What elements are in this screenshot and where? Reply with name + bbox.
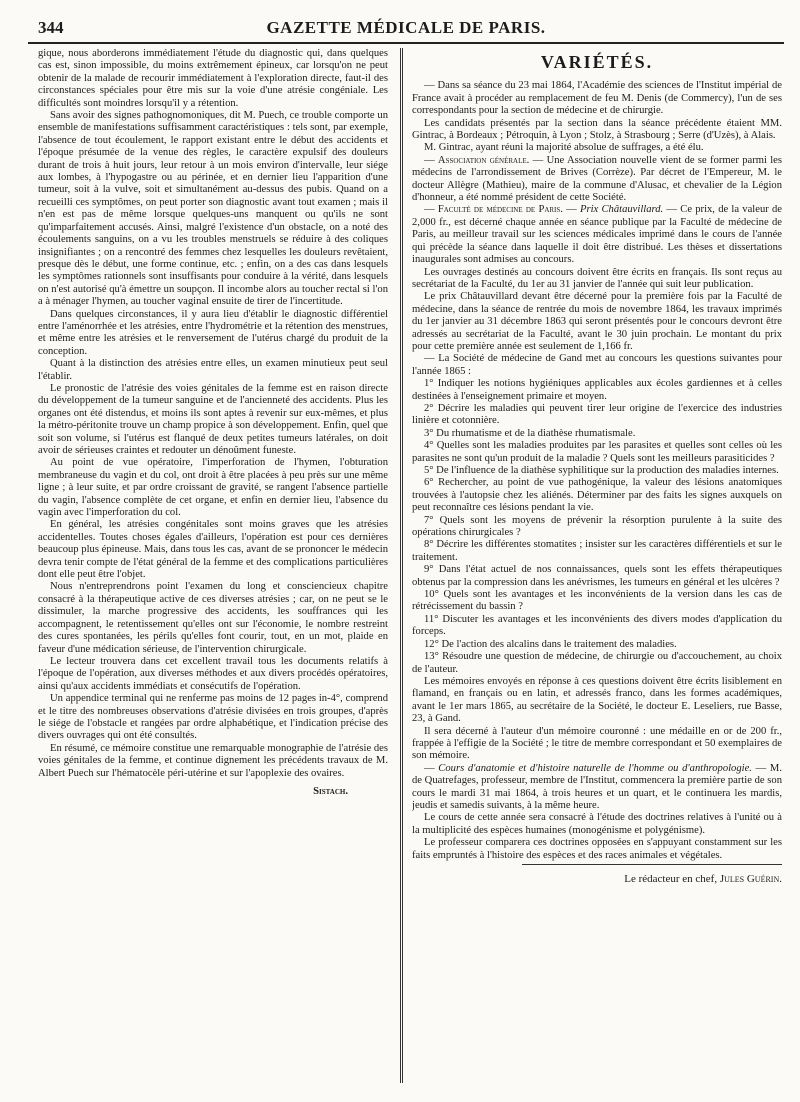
cours-text: — M. de Quatrefages, professeur, membre de l'Institut, commencera la première partie de son cours le mardi 31 mai 1864, à trois heures et un quart, et le continuera les mardis, jeudis et samedis suivants, à la même heure. bbox=[412, 762, 782, 811]
paragraph: Nous n'entreprendrons point l'examen du long et consciencieux chapitre consacré à la thérapeutique active de ces diverses atrésies ; car, on ne peut se le dissimuler, la marche progressive des accidents, les souffrances qui les accompagnent, le retentissement qu'elles ont sur l'économie, le nombre restreint des cures spontanées, les périls qu'elles font courir, tout, en un mot, plaide en faveur d'une médication sérieuse, de l'intervention chirurgicale. bbox=[38, 581, 388, 655]
paragraph: Un appendice terminal qui ne renferme pas moins de 12 pages in-4°, comprend et le titre des nombreuses observations d'atrésie divisées en trois groupes, d'après le siége de l'obstacle et rangées par ordre alphabétique, et l'indication précise des divers ouvrages qui ont été consultés. bbox=[38, 693, 388, 742]
right-column bbox=[412, 48, 782, 1088]
editor-name: Jules Guérin. bbox=[719, 873, 782, 885]
column-divider bbox=[400, 48, 403, 1083]
paragraph: Les mémoires envoyés en réponse à ces questions doivent être écrits lisiblement en flamand, en français ou en latin, et adressés franco, dans les formes académiques, avant le 1er mars 1865, au secrétaire de la Société, le docteur E. Leseliers, rue Basse, 23, à Gand. bbox=[412, 675, 782, 725]
author-signature: Sistach. bbox=[313, 785, 348, 797]
association-text: — Une Association nouvelle vient de se former parmi les médecins de l'arrondissement de Brives (Corrèze). Par décret de l'Empereur, M. le docteur Allègre (Mathieu), maire de la commune d'Alusac, et chevalier de la Légion d'honneur, a été nommé président de cette Société. bbox=[412, 154, 782, 204]
faculte-text: — Ce prix, de la valeur de 2,000 fr., est décerné chaque année en séance publique par la Faculté de médecine de Paris, au meilleur travail sur les sciences médicales imprimé dans le cours de l'année qui précède la séance dans laquelle il doit être distribué. Les thèses et dissertations inaugurales sont admises au concours. bbox=[412, 204, 782, 266]
paragraph: Il sera décerné à l'auteur d'un mémoire couronné : une médaille en or de 200 fr., frappée à l'effigie de la Société ; le titre de membre correspondant et 50 exemplaires de son mémoire. bbox=[412, 725, 782, 762]
question-item: 1° Indiquer les notions hygiéniques applicables aux écoles gardiennes et à celles destinées à l'enseignement primaire et moyen. bbox=[412, 378, 782, 402]
question-item: 2° Décrire les maladies qui peuvent tirer leur origine de l'exercice des industries linière et cotonnière. bbox=[412, 402, 782, 427]
left-column bbox=[38, 48, 388, 1088]
editor-signature bbox=[412, 873, 782, 885]
paragraph: — Dans sa séance du 23 mai 1864, l'Académie des sciences de l'Institut impérial de France avait à procéder au remplacement de feu M. Denis (de Commercy), l'un de ses correspondants pour la section de médecine et de chirurgie. bbox=[412, 80, 782, 117]
journal-title: GAZETTE MÉDICALE DE PARIS. bbox=[266, 18, 546, 37]
paragraph: gique, nous aborderons immédiatement l'étude du diagnostic qui, dans quelques cas est, sinon impossible, du moins extrêmement épineux, car lorsqu'on ne peut obtenir de la malade de recourir immédiatement à l'exploration directe, faut-il des circonstances spéciales pour être mis sur la voie d'une atrésie congéniale. Les difficultés sont moindres lorsqu'il y a rétention. bbox=[38, 48, 388, 109]
paragraph: Les candidats présentés par la section dans la séance précédente étaient MM. Gintrac, à Bordeaux ; Pétroquin, à Lyon ; Stolz, à Strasbourg ; Serre (d'Uzès), à Alais. bbox=[412, 117, 782, 142]
paragraph: Quant à la distinction des atrésies entre elles, un examen minutieux peut seul l'établir. bbox=[38, 358, 388, 382]
paragraph: En général, les atrésies congénitales sont moins graves que les atrésies accidentelles. Toutes choses égales d'ailleurs, l'opération est pour ces dernières beaucoup plus épineuse. Mais, dans tous les cas, avant de se prononcer le médecin devra tenir compte de l'état général de la femme et des complications particulières dont elle peut être l'objet. bbox=[38, 519, 388, 581]
paragraph: — Cours d'anatomie et d'histoire naturelle de l'homme ou d'anthropologie. — M. de Quatrefages, professeur, membre de l'Institut, commencera la première partie de son cours le mardi 31 mai 1864, à trois heures et un quart, et le continuera les mardis, jeudis et samedis suivants, à la même heure. bbox=[412, 762, 782, 811]
question-item: 4° Quelles sont les maladies produites par les parasites et quelles sont celles où les parasites ne sont qu'un produit de la maladie ? Quels sont les meilleurs parasiticides ? bbox=[412, 440, 782, 464]
association-label: Association générale. bbox=[437, 154, 530, 166]
prix-label: Prix Châtauvillard. bbox=[580, 204, 664, 216]
question-item: 3° Du rhumatisme et de la diathèse rhumatismale. bbox=[424, 427, 636, 439]
paragraph: Le lecteur trouvera dans cet excellent travail tous les documents relatifs à l'époque de l'opération, aux diverses méthodes et aux divers procédés opératoires, ainsi qu'aux accidents immédiats et consécutifs de l'opération. bbox=[38, 655, 388, 692]
editor-prefix: Le rédacteur en chef, bbox=[624, 873, 718, 885]
question-item: 11° Discuter les avantages et les inconvénients des divers modes d'application du forceps. bbox=[412, 613, 782, 638]
page-header bbox=[28, 14, 784, 44]
question-item: 10° Quels sont les avantages et les inconvénients de la version dans les cas de rétrécissement du bassin ? bbox=[412, 589, 782, 613]
faculte-label: Faculté de médecine de Paris. bbox=[437, 204, 563, 216]
question-item: 7° Quels sont les moyens de prévenir la résorption purulente à la suite des opérations chirurgicales ? bbox=[412, 514, 782, 539]
paragraph: Le professeur comparera ces doctrines opposées en s'appuyant constamment sur les faits empruntés à l'histoire des espèces et des races animales et végétales. bbox=[412, 837, 782, 861]
page-number: 344 bbox=[38, 18, 64, 37]
paragraph: Le pronostic de l'atrésie des voies génitales de la femme est en raison directe du développement de la tumeur sanguine et de l'ancienneté des accidents. Plus les organes ont été distendus, et moins ils sont aptes à revenir sur eux-mêmes, et plus la métro-péritonite trouve un champ propice à son développement. Enfin, quel que soit son volume, si l'utérus est flanqué de deux petites tumeurs latérales, on doit avoir de sérieuses craintes et redouter un dénoûment funeste. bbox=[38, 382, 388, 456]
paragraph: — Faculté de médecine de Paris. — Prix Châtauvillard. — Ce prix, de la valeur de 2,000 fr., est décerné chaque année en séance publique par la Faculté de médecine de Paris, au meilleur travail sur les sciences médicales imprimé dans le cours de l'année qui précède la séance dans laquelle il doit être distribué. Les thèses et dissertations inaugurales sont admises au concours. bbox=[412, 204, 782, 266]
paragraph: En résumé, ce mémoire constitue une remarquable monographie de l'atrésie des voies génitales de la femme, et continue dignement les précédents travaux de M. Albert Puech sur l'hématocèle péri-utérine et sur l'apoplexie des ovaires. bbox=[38, 742, 388, 779]
question-item: 9° Dans l'état actuel de nos connaissances, quels sont les effets thérapeutiques obtenus par la compression dans les anévrismes, les tumeurs en général et les ulcères ? bbox=[412, 564, 782, 588]
paragraph: M. Gintrac, ayant réuni la majorité absolue de suffrages, a été élu. bbox=[424, 142, 704, 154]
question-item: 5° De l'influence de la diathèse syphilitique sur la production des maladies internes. bbox=[424, 465, 779, 476]
paragraph: Sans avoir des signes pathognomoniques, dit M. Puech, ce trouble comporte un ensemble de manifestations suffisamment caractéristiques : tels sont, par exemple, l'absence de tout écoulement, le rapport existant entre le début des accidents et l'époque présumée de la venue des règles, le caractère expulsif des douleurs durant de trois à huit jours, leur retour à un mois environ d'intervalle, leur siége aux lombes, à l'hypogastre ou au périnée, et en dernier lieu l'apparition d'une tumeur, soit à la vulve, soit et simultanément au-dessus des pubis. Quand on a recueilli ces symptômes, on peut porter son diagnostic avant tout examen ; mais il n'en est pas de même lorsque quelques-uns manquent ou qu'ils ne sont qu'imparfaitement accusés. Ainsi, malgré l'existence d'un obstacle, on a noté des écoulements sanguins, on a vu les troubles menstruels se réduire à des coliques insignifiantes ; on a rencontré des femmes chez lesquelles les douleurs revêtaient, presque dès le début, une forme continue, etc. ; enfin, on a des cas dans lesquels les symptômes rationnels sont insuffisants pour conduire à la vérité, dans lesquels on n'est autorisé qu'à émettre un soupçon. Il incombe alors au toucher rectal si l'on a à ménager l'hymen, au toucher vaginal ensuite de tirer de l'incertitude. bbox=[38, 110, 388, 308]
paragraph: Les ouvrages destinés au concours doivent être écrits en français. Ils sont reçus au secrétariat de la Faculté, du 1er au 31 janvier de l'année qui suit leur publication. bbox=[412, 266, 782, 290]
paragraph: Au point de vue opératoire, l'imperforation de l'hymen, l'obturation membraneuse du vagin et du col, ont droit à être placées à peu près sur une même ligne ; à leur suite, et par ordre croissant de gravité, se rangent l'absence partielle du vagin, l'absence complète de cet organe, et enfin en dernier lieu, l'absence du vagin avec l'imperforation du col. bbox=[38, 457, 388, 519]
paragraph: — Association générale. — Une Association nouvelle vient de se former parmi les médecins de l'arrondissement de Brives (Corrèze). Par décret de l'Empereur, M. le docteur Allègre (Mathieu), maire de la commune d'Alusac, et chevalier de la Légion d'honneur, a été nommé président de cette Société. bbox=[412, 154, 782, 204]
question-item: 6° Rechercher, au point de vue pathogénique, la valeur des lésions anatomiques trouvées à l'autopsie chez les aliénés. Déterminer par des faits les signes auxquels on peut reconnaître ces lésions pendant la vie. bbox=[412, 477, 782, 514]
paragraph: Dans quelques circonstances, il y aura lieu d'établir le diagnostic différentiel entre l'aménorrhée et les atrésies, entre l'hydrométrie et la rétention des menstrues, et même entre les atrésies et le renversement de l'utérus chargé du produit de la conception. bbox=[38, 308, 388, 357]
paragraph: Le cours de cette année sera consacré à l'étude des doctrines relatives à l'unité ou à la multiplicité des espèces humaines (monogénisme et polygénisme). bbox=[412, 812, 782, 836]
question-item: 12° De l'action des alcalins dans le traitement des maladies. bbox=[424, 638, 677, 650]
cours-label: Cours d'anatomie et d'histoire naturelle de l'homme ou d'anthropologie. bbox=[438, 762, 752, 774]
question-item: 8° Décrire les différentes stomatites ; insister sur les caractères différentiels et sur le traitement. bbox=[412, 539, 782, 563]
footer-divider bbox=[522, 864, 782, 865]
paragraph: — La Société de médecine de Gand met au concours les questions suivantes pour l'année 1865 : bbox=[412, 353, 782, 377]
question-item: 13° Résoudre une question de médecine, de chirurgie ou d'accouchement, au choix de l'auteur. bbox=[412, 651, 782, 675]
section-title: VARIÉTÉS. bbox=[540, 52, 654, 72]
paragraph: Le prix Châtauvillard devant être décerné pour la première fois par la Faculté de médecine, dans la séance de rentrée du mois de novembre 1864, les travaux imprimés du 1er janvier au 31 décembre 1863 qui seront présentés pour le concours devront être adressés au secrétariat de la Faculté, avant le 30 juin prochain. Le montant du prix pour cette première année est seulement de 1,166 fr. bbox=[412, 291, 782, 352]
